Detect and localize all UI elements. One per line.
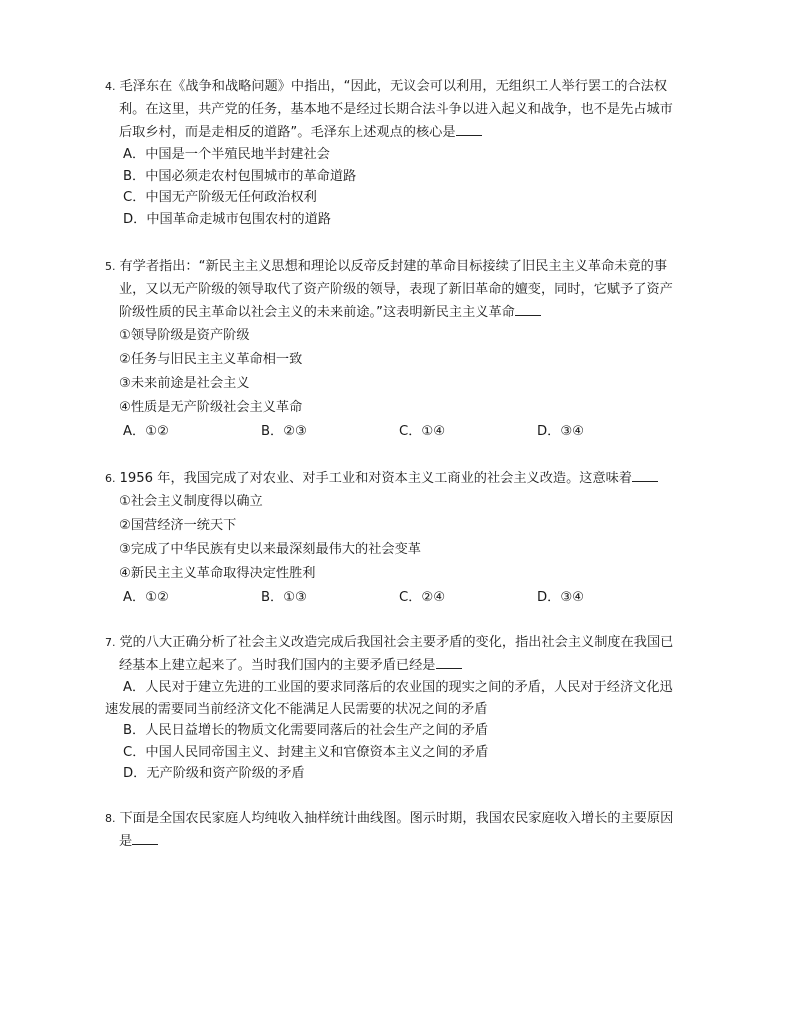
option-a: A．人民对于建立先进的工业国的要求同落后的农业国的现实之间的矛盾，人民对于经济文化迅 速发展的需要同当前经济文化不能满足人民需要的状况之间的矛盾	[105, 680, 673, 717]
statement-1: ①领导阶级是资产阶级	[119, 328, 250, 343]
choice-a: A．①②	[123, 424, 169, 439]
answer-blank	[436, 654, 462, 669]
choice-c: C．①④	[399, 424, 446, 439]
option-c: C．中国人民同帝国主义、封建主义和官僚资本主义之间的矛盾	[123, 744, 489, 760]
statement-3: ③未来前途是社会主义	[119, 376, 250, 391]
choice-row	[105, 586, 675, 610]
statement-2: ②国营经济一统天下	[119, 518, 237, 533]
statement-3: ③完成了中华民族有史以来最深刻最伟大的社会变革	[119, 542, 421, 557]
question-stem: 6. 1956 年，我国完成了对农业、对手工业和对资本主义工商业的社会主义改造。这意味着	[105, 467, 675, 490]
option-a: A．中国是一个半殖民地半封建社会	[123, 147, 330, 162]
statement-1: ①社会主义制度得以确立	[119, 494, 263, 509]
answer-blank	[132, 830, 158, 845]
question-5	[105, 255, 675, 444]
question-number: 8.	[105, 812, 116, 825]
question-number: 7.	[105, 636, 116, 649]
option-d: D．中国革命走城市包围农村的道路	[123, 211, 331, 227]
question-number: 6.	[105, 472, 116, 485]
choice-d: D．③④	[537, 424, 584, 439]
question-4	[105, 75, 675, 230]
question-7	[105, 631, 675, 785]
question-stem: 7. 党的八大正确分析了社会主义改造完成后我国社会主要矛盾的变化，指出社会主义制度在我国已 经基本上建立起来了。当时我们国内的主要矛盾已经是	[105, 635, 674, 673]
statement-4: ④性质是无产阶级社会主义革命	[119, 400, 303, 415]
question-number: 4.	[105, 80, 116, 93]
question-stem: 4. 毛泽东在《战争和战略问题》中指出，“因此，无议会可以利用，无组织工人举行罢工的合法权 利。在这里，共产党的任务，基本地不是经过长期合法斗争以进入起义和战争，也不是先占城市 后取乡村，而是走相反的道路”。毛泽东上述观点的核心是	[105, 79, 673, 140]
question-8	[105, 807, 675, 853]
choice-a: A．①②	[123, 590, 169, 605]
answer-blank	[456, 121, 482, 136]
answer-blank	[632, 467, 658, 482]
choice-d: D．③④	[537, 590, 584, 605]
question-number: 5.	[105, 260, 116, 273]
question-6	[105, 467, 675, 610]
question-stem: 5. 有学者指出：“新民主主义思想和理论以反帝反封建的革命目标接续了旧民主主义革命未竟的事 业，又以无产阶级的领导取代了资产阶级的领导，表现了新旧革命的嬗变，同时，它赋予了资产 阶级性质的民主革命以社会主义的未来前途。”这表明新民主主义革命	[105, 259, 673, 320]
statement-2: ②任务与旧民主主义革命相一致	[119, 352, 303, 367]
statement-4: ④新民主主义革命取得决定性胜利	[119, 566, 316, 581]
option-b: B．人民日益增长的物质文化需要同落后的社会生产之间的矛盾	[123, 723, 489, 738]
choice-c: C．②④	[399, 590, 446, 605]
choice-b: B．②③	[261, 424, 307, 439]
choice-b: B．①③	[261, 590, 307, 605]
question-stem: 8. 下面是全国农民家庭人均纯收入抽样统计曲线图。图示时期，我国农民家庭收入增长的主要原因 是	[105, 811, 674, 849]
option-d: D．无产阶级和资产阶级的矛盾	[123, 766, 305, 781]
option-b: B．中国必须走农村包围城市的革命道路	[123, 168, 357, 184]
answer-blank	[515, 301, 541, 316]
choice-row	[105, 420, 675, 444]
option-c: C．中国无产阶级无任何政治权利	[123, 190, 317, 205]
